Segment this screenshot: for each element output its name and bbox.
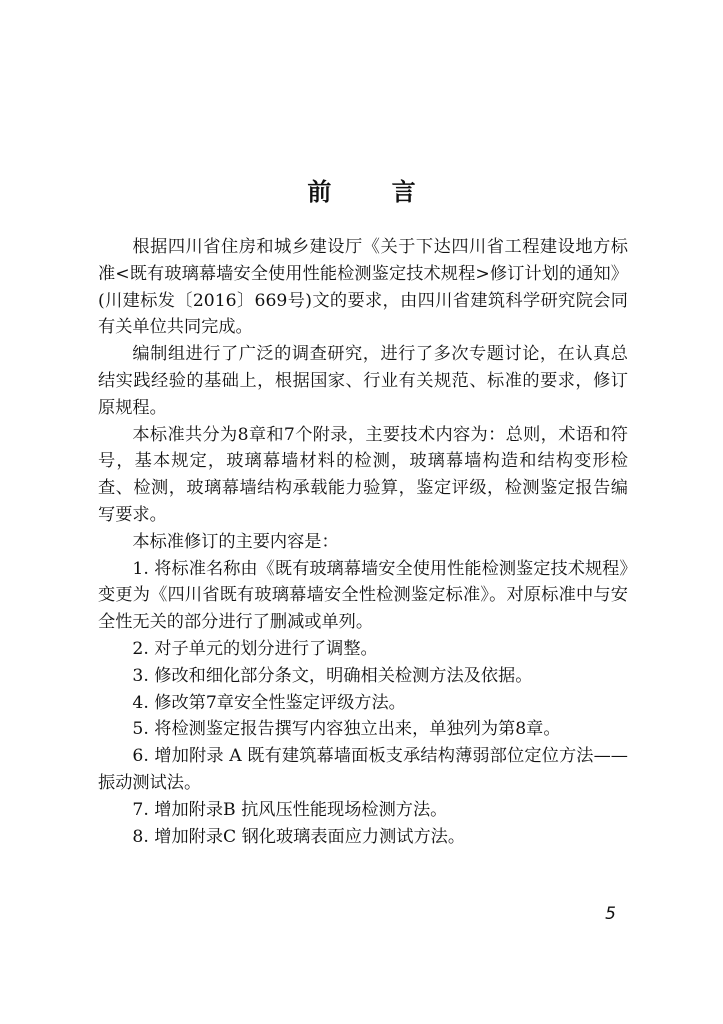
page-number: 5 <box>605 904 616 924</box>
paragraph-contents: 本标准共分为8章和7个附录，主要技术内容为：总则，术语和符号，基本规定，玻璃幕墙材料的检测，玻璃幕墙构造和结构变形检查、检测，玻璃幕墙结构承载能力验算，鉴定评级，检测鉴定报告编写要求。 <box>98 424 628 525</box>
list-item: 2. 对子单元的划分进行了调整。 <box>132 638 378 659</box>
list-item: 3. 修改和细化部分条文，明确相关检测方法及依据。 <box>132 665 533 686</box>
list-item: 1. 将标准名称由《既有玻璃幕墙安全使用性能检测鉴定技术规程》变更为《四川省既有玻璃幕墙安全性检测鉴定标准》。对原标准中与安全性无关的部分进行了删减或单列。 <box>98 558 628 633</box>
list-item: 8. 增加附录C 钢化玻璃表面应力测试方法。 <box>132 826 466 847</box>
list-item: 4. 修改第7章安全性鉴定评级方法。 <box>132 692 406 713</box>
list-item: 7. 增加附录B 抗风压性能现场检测方法。 <box>132 799 448 820</box>
paragraph-research: 编制组进行了广泛的调查研究，进行了多次专题讨论，在认真总结实践经验的基础上，根据国家、行业有关规范、标准的要求，修订原规程。 <box>98 344 628 418</box>
list-item: 5. 将检测鉴定报告撰写内容独立出来，单独列为第8章。 <box>132 719 561 740</box>
paragraph-revision-intro: 本标准修订的主要内容是： <box>132 531 339 552</box>
page-title: 前 言 <box>307 178 442 206</box>
list-item: 6. 增加附录 A 既有建筑幕墙面板支承结构薄弱部位定位方法——振动测试法。 <box>98 746 628 793</box>
paragraph-basis: 根据四川省住房和城乡建设厅《关于下达四川省工程建设地方标准<既有玻璃幕墙安全使用性能检测鉴定技术规程>修订计划的通知》(川建标发〔2016〕669号)文的要求，由四川省建筑科学研究院会同有关单位共同完成。 <box>98 237 628 338</box>
preface-body <box>98 234 628 850</box>
